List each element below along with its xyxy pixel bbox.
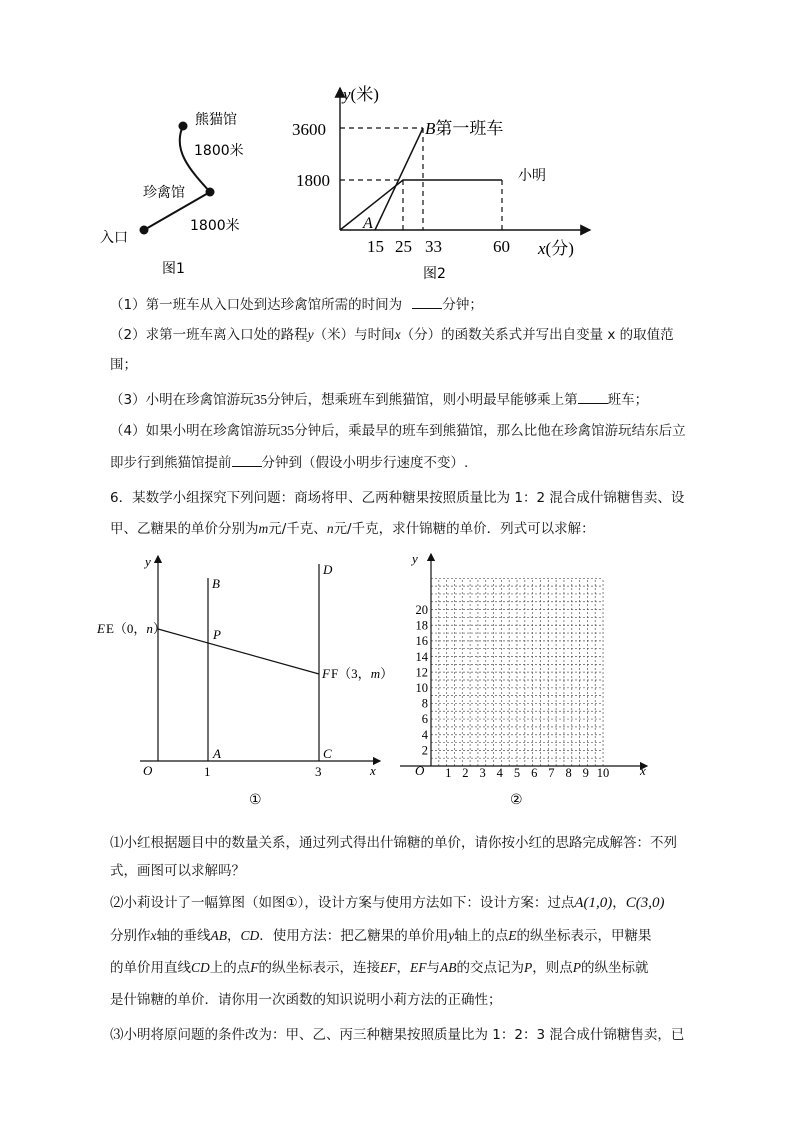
y-tick-label: 16 xyxy=(415,634,428,649)
s2-c7: ， xyxy=(396,960,411,976)
sub-question-2-line-c xyxy=(110,953,690,983)
s2-c4: F xyxy=(250,960,259,975)
y-tick-label: 12 xyxy=(415,665,428,680)
sub-question-1 xyxy=(110,828,690,858)
y-tick-label: 14 xyxy=(415,649,428,664)
question-4 xyxy=(110,416,690,446)
tick-25: 25 xyxy=(395,237,412,256)
graph-2-grid xyxy=(395,548,665,810)
g1-caption: ① xyxy=(249,792,262,808)
s2-c10: AB xyxy=(440,960,457,975)
x-tick-label: 7 xyxy=(548,766,555,780)
x-tick-label: 10 xyxy=(596,766,610,780)
g1-label-c: C xyxy=(323,746,332,761)
point-b-label: B第一班车 xyxy=(425,119,504,138)
g1-label-a: A xyxy=(213,746,221,761)
x-tick-label: 9 xyxy=(582,766,589,780)
g1-tick-1: 1 xyxy=(204,764,211,779)
s2-c9: 与 xyxy=(426,960,441,976)
x-tick-label: 4 xyxy=(496,766,503,780)
figure-2-distance-time-graph xyxy=(285,80,595,285)
x-tick-label: 5 xyxy=(513,766,521,780)
x-tick-label: 8 xyxy=(565,766,572,780)
s2-point-a: A(1,0) xyxy=(574,895,613,911)
p6-var-n: n xyxy=(326,521,334,536)
s2-b10: E xyxy=(508,928,517,943)
question-1 xyxy=(110,290,690,320)
label-panda-house: 熊猫馆 xyxy=(195,112,237,128)
y-axis-label: y(米) xyxy=(343,85,379,104)
s2-b5: ， xyxy=(227,928,241,944)
tick-15: 15 xyxy=(367,237,384,256)
g2-caption: ② xyxy=(510,792,523,808)
q2-var-y: y xyxy=(307,327,314,342)
s2-c5: 的纵坐标表示，连接 xyxy=(258,960,381,976)
x-tick-label: 2 xyxy=(462,766,469,780)
q1-end: 分钟； xyxy=(442,297,483,313)
question-4-cont xyxy=(110,448,690,478)
x-tick-label: 3 xyxy=(479,766,486,780)
y-tick-label: 4 xyxy=(421,727,428,742)
g1-y-label: y xyxy=(145,554,151,569)
g2-x-label: x xyxy=(640,763,646,778)
x-tick-label: 1 xyxy=(445,766,452,780)
tick-3600: 3600 xyxy=(292,120,326,139)
s2-c1: 的单价用直线 xyxy=(110,960,191,976)
g1-label-b: B xyxy=(212,576,220,591)
sub-question-2 xyxy=(110,888,690,918)
q1-blank[interactable] xyxy=(412,294,442,309)
q4-num: 35 xyxy=(280,423,295,438)
sub-question-2-line-b xyxy=(110,921,690,951)
g1-label-d: D xyxy=(323,562,333,577)
question-3 xyxy=(110,385,690,415)
caption-fig1: 图1 xyxy=(162,261,185,277)
s2-line-d: 是什锦糖的单价．请你用一次函数的知识说明小莉方法的正确性； xyxy=(110,992,502,1008)
s2-b6: CD xyxy=(240,928,260,943)
s2-c12: P xyxy=(524,960,533,975)
s2-b3: 轴的垂线 xyxy=(156,928,211,944)
label-bird-house: 珍禽馆 xyxy=(143,185,185,201)
q3-num: 35 xyxy=(253,392,268,407)
g1-x-label: x xyxy=(370,763,376,778)
y-tick-label: 2 xyxy=(421,743,428,758)
p6-line1: 6．某数学小组探究下列问题：商场将甲、乙两种糖果按照质量比为 1：2 混合成什锦糖售卖、设 xyxy=(110,490,685,506)
label-dist-top: 1800米 xyxy=(194,143,244,159)
s2-b9: 轴上的点 xyxy=(454,928,509,944)
tick-60: 60 xyxy=(493,237,510,256)
y-tick-labels xyxy=(416,603,429,757)
tick-1800: 1800 xyxy=(296,171,330,190)
sub-question-2-line-d xyxy=(110,985,690,1015)
y-tick-label: 18 xyxy=(415,618,428,633)
line-ef xyxy=(158,629,319,674)
caption-fig2: 图2 xyxy=(423,266,446,282)
question-2 xyxy=(110,320,690,350)
g1-origin: O xyxy=(143,763,153,778)
s2-b4: AB xyxy=(210,928,227,943)
q2-text-c: （分）的函数关系式并写出自变量 x 的取值范 xyxy=(400,327,674,343)
q4-blank[interactable] xyxy=(232,452,262,467)
s2-point-c: C(3,0) xyxy=(625,895,665,911)
q4-text-b: 分钟后，乘最早的班车到熊猫馆，那么比他在珍禽馆游玩结东后立 xyxy=(294,423,686,439)
y-tick-label: 8 xyxy=(421,696,428,711)
g1-label-e: EE（0，n） xyxy=(97,621,166,636)
s1-line-a: ⑴小红根据题目中的数量关系，通过列式得出什锦糖的单价，请你按小红的思路完成解答：不列 xyxy=(110,835,677,851)
y-tick-label: 6 xyxy=(421,712,428,727)
route-path xyxy=(144,126,210,230)
q3-end: 班车； xyxy=(607,392,649,408)
s2-line-a: ⑵小莉设计了一幅算图（如图①），设计方案与使用方法如下：设计方案：过点 xyxy=(110,895,575,911)
y-tick-label: 20 xyxy=(415,603,428,617)
entrance-dot xyxy=(140,226,149,235)
s2-b11: 的纵坐标表示，甲糖果 xyxy=(516,928,652,944)
x-tick-labels xyxy=(445,766,609,780)
q2-text-d: 围； xyxy=(110,357,137,373)
sub-question-1-cont xyxy=(110,856,690,886)
graph-1-calculation-chart xyxy=(90,548,394,810)
g2-y-label: y xyxy=(412,551,418,566)
label-entrance: 入口 xyxy=(100,230,128,246)
q2-var-x: x xyxy=(394,327,401,342)
sub-question-3 xyxy=(110,1020,690,1050)
s2-c14: P xyxy=(572,960,582,975)
x-tick-label: 6 xyxy=(531,766,538,780)
p6-text-b: 元/千克、 xyxy=(268,521,327,537)
question-2-cont xyxy=(110,350,690,380)
g1-tick-3: 3 xyxy=(315,764,322,779)
tick-33: 33 xyxy=(425,237,442,256)
s3-line: ⑶小明将原问题的条件改为：甲、乙、丙三种糖果按照质量比为 1：2：3 混合成什锦糖售卖，已 xyxy=(110,1027,685,1043)
q3-text-b: 分钟后，想乘班车到熊猫馆，则小明最早能够乘上第 xyxy=(267,392,578,408)
s2-c15: 的纵坐标就 xyxy=(581,960,649,976)
problem-6-line-2 xyxy=(110,514,690,544)
q4-text-c: 即步行到熊猫馆提前 xyxy=(110,455,232,471)
q3-text-a: （3）小明在珍禽馆游玩 xyxy=(110,392,254,408)
s2-b2: x xyxy=(150,928,157,943)
s2-b7: ．使用方法：把乙糖果的单价用 xyxy=(259,928,449,944)
figure-1-route-map xyxy=(90,100,270,285)
s2-b1: 分别作 xyxy=(110,928,151,944)
s1-line-b: 式，画图可以求解吗？ xyxy=(110,863,245,879)
q2-text-a: （2）求第一班车离入口处的路程 xyxy=(110,327,308,343)
q4-text-d: 分钟到（假设小明步行速度不变）. xyxy=(261,455,469,471)
p6-text-c: 元/千克，求什锦糖的单价．列式可以求解： xyxy=(333,521,595,537)
g1-label-f: FF（3，m） xyxy=(322,666,394,681)
s2-c2: CD xyxy=(191,960,210,975)
grid-lines xyxy=(431,578,603,766)
y-tick-label: 10 xyxy=(415,681,428,695)
q1-text: （1）第一班车从入口处到达珍禽馆所需的时间为 xyxy=(110,297,403,313)
g1-label-p: P xyxy=(213,627,221,642)
p6-text-a: 甲、乙糖果的单价分别为 xyxy=(110,521,259,537)
g2-origin: O xyxy=(415,763,425,778)
point-a-label: A xyxy=(363,215,373,232)
p6-var-m: m xyxy=(258,521,269,536)
s2-sep: ， xyxy=(612,895,626,911)
s2-c8: EF xyxy=(410,960,427,975)
q4-text-a: （4）如果小明在珍禽馆游玩 xyxy=(110,423,281,439)
q2-text-b: （米）与时间 xyxy=(313,327,395,343)
panda-house-dot xyxy=(179,122,188,131)
q3-blank[interactable] xyxy=(578,389,608,404)
label-dist-bottom: 1800米 xyxy=(190,218,240,234)
s2-c13: ，则点 xyxy=(532,960,573,976)
xiaoming-label: 小明 xyxy=(518,168,546,184)
problem-6-line-1 xyxy=(110,483,690,513)
s2-c6: EF xyxy=(380,960,397,975)
bird-house-dot xyxy=(206,188,215,197)
x-axis-label: x(分) xyxy=(538,239,574,258)
s2-c3: 上的点 xyxy=(209,960,251,976)
bus-line xyxy=(375,128,423,230)
s2-b8: y xyxy=(448,928,455,943)
s2-c11: 的交点记为 xyxy=(456,960,525,976)
